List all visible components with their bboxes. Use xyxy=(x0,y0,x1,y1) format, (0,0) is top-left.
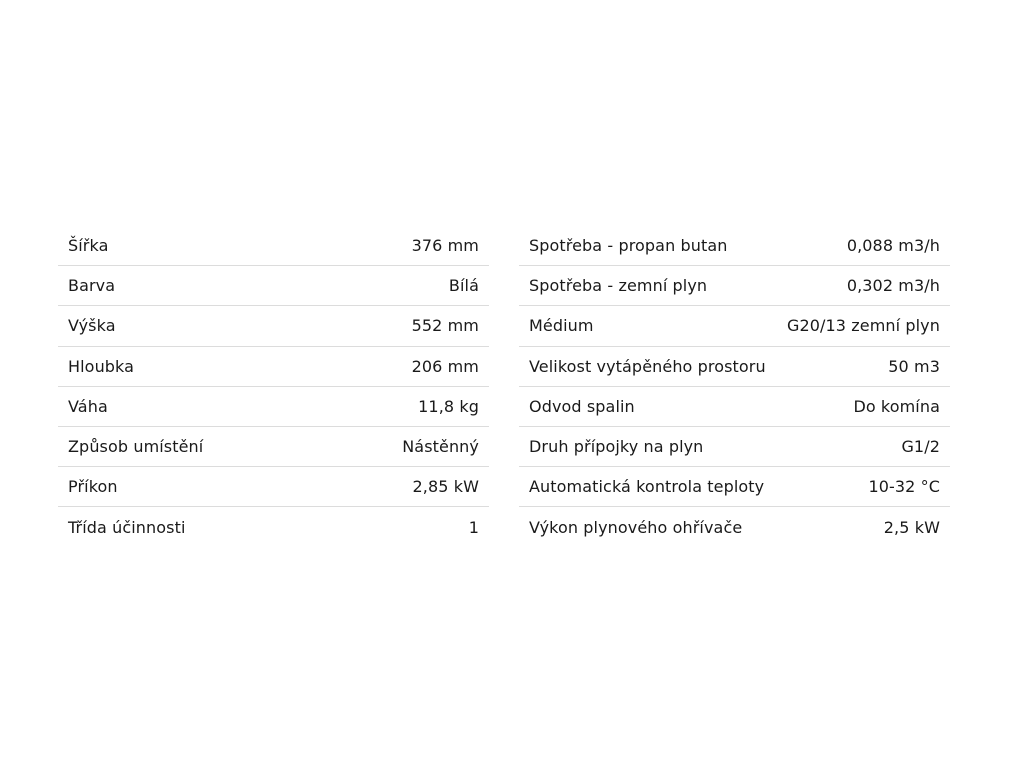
spec-label: Výkon plynového ohřívače xyxy=(529,517,743,537)
spec-row xyxy=(58,467,489,507)
spec-row xyxy=(519,266,950,306)
spec-value: 1 xyxy=(468,517,479,537)
spec-label: Výška xyxy=(68,316,116,336)
spec-row xyxy=(519,467,950,507)
spec-row xyxy=(58,226,489,266)
spec-value: Do komína xyxy=(853,396,940,416)
spec-value: G20/13 zemní plyn xyxy=(786,316,940,336)
spec-value: 206 mm xyxy=(411,356,479,376)
spec-row xyxy=(519,387,950,427)
spec-row xyxy=(58,266,489,306)
spec-row xyxy=(519,347,950,387)
spec-row xyxy=(58,387,489,427)
spec-value: Bílá xyxy=(448,276,479,296)
spec-row xyxy=(519,427,950,467)
spec-value: 2,85 kW xyxy=(412,477,479,497)
spec-value: G1/2 xyxy=(901,437,940,457)
spec-row xyxy=(519,507,950,547)
spec-value: 0,302 m3/h xyxy=(846,276,940,296)
specifications-table xyxy=(58,226,950,548)
spec-value: 552 mm xyxy=(411,316,479,336)
spec-label: Spotřeba - propan butan xyxy=(529,236,728,256)
spec-value: Nástěnný xyxy=(402,437,479,457)
spec-row xyxy=(519,226,950,266)
spec-label: Velikost vytápěného prostoru xyxy=(529,356,766,376)
specs-column-left xyxy=(58,226,489,548)
spec-label: Třída účinnosti xyxy=(68,517,186,537)
spec-row xyxy=(58,347,489,387)
spec-label: Váha xyxy=(68,396,108,416)
spec-value: 11,8 kg xyxy=(418,396,479,416)
spec-label: Příkon xyxy=(68,477,118,497)
specs-column-right xyxy=(519,226,950,548)
spec-value: 50 m3 xyxy=(888,356,940,376)
spec-label: Způsob umístění xyxy=(68,437,204,457)
spec-label: Automatická kontrola teploty xyxy=(529,477,765,497)
spec-value: 0,088 m3/h xyxy=(846,236,940,256)
spec-label: Hloubka xyxy=(68,356,135,376)
spec-row xyxy=(58,306,489,346)
spec-label: Barva xyxy=(68,276,116,296)
spec-value: 376 mm xyxy=(411,236,479,256)
spec-label: Médium xyxy=(529,316,594,336)
spec-row xyxy=(58,427,489,467)
spec-value: 10-32 °C xyxy=(868,477,940,497)
spec-label: Spotřeba - zemní plyn xyxy=(529,276,708,296)
spec-row xyxy=(58,507,489,547)
spec-label: Druh přípojky na plyn xyxy=(529,437,704,457)
spec-value: 2,5 kW xyxy=(883,517,940,537)
spec-row xyxy=(519,306,950,346)
spec-label: Šířka xyxy=(68,236,109,256)
spec-label: Odvod spalin xyxy=(529,396,635,416)
